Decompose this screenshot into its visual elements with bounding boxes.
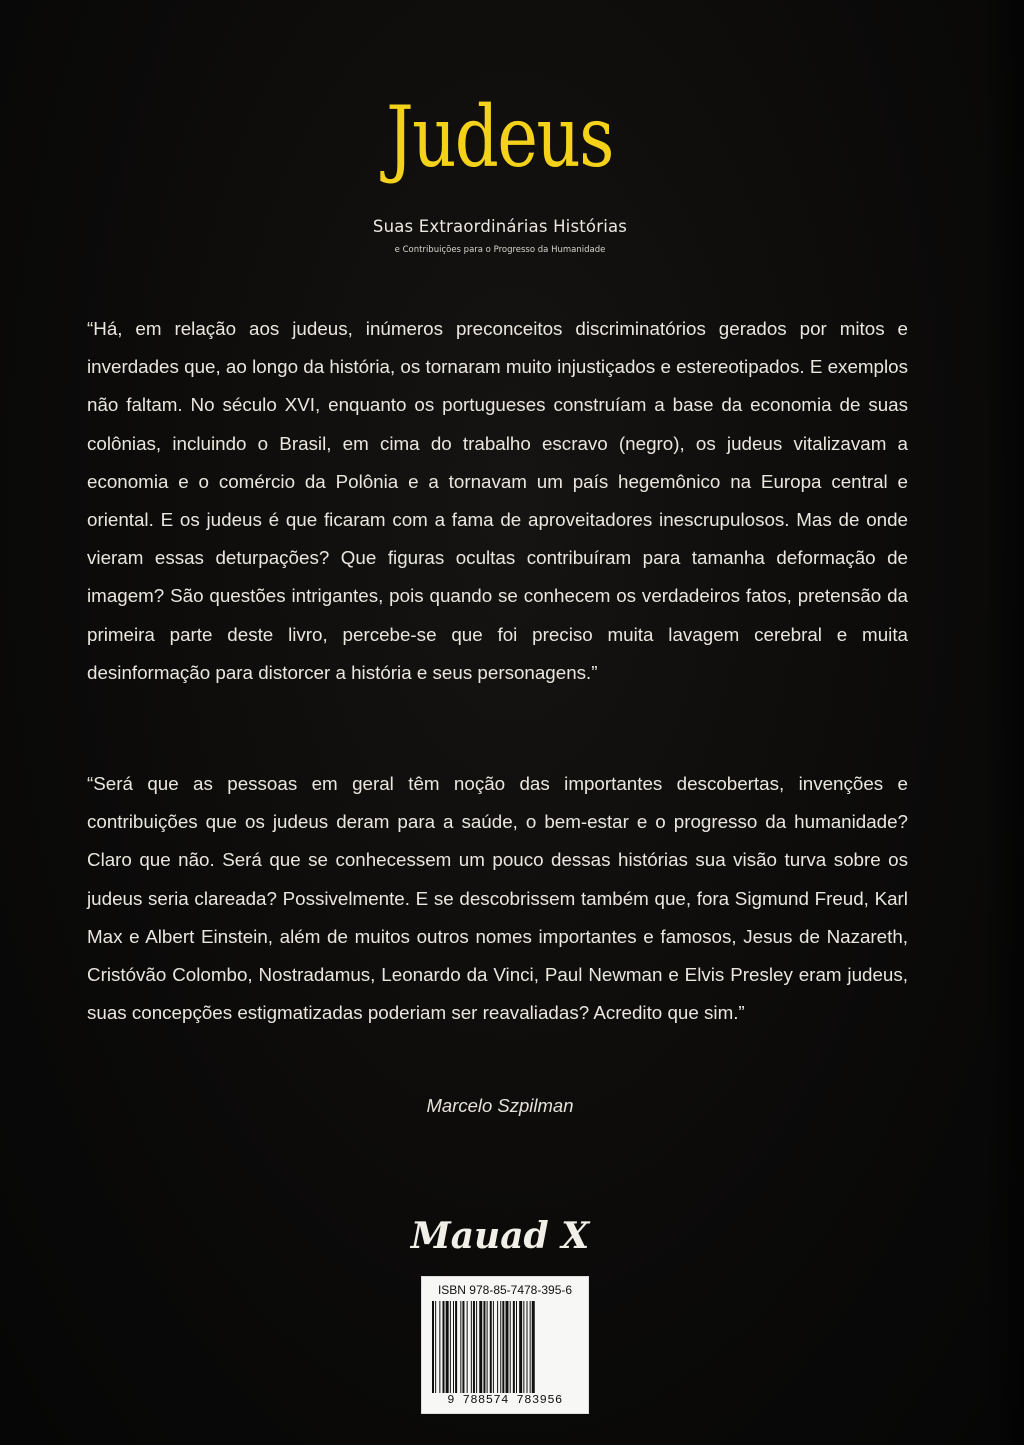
barcode-bars-icon (432, 1301, 578, 1393)
blurb-paragraph-1: “Há, em relação aos judeus, inúmeros preconceitos discriminatórios gerados por mitos e inverdades que, ao longo da história, os tornaram muito injustiçados e estereotipados. E exemplos não faltam. No século XVI, enquanto os portugueses construíam a base da economia de suas colônias, incluindo o Brasil, em cima do trabalho escravo (negro), os judeus vitalizavam a economia e o comércio da Polônia e a tornavam um país hegemônico na Europa central e oriental. E os judeus é que ficaram com a fama de aproveitadores inescrupulosos. Mas de onde vieram essas deturpações? Que figuras ocultas contribuíram para tamanha deformação de imagem? São questões intrigantes, pois quando se conhecem os verdadeiros fatos, pretensão da primeira parte deste livro, percebe-se que foi preciso muita lavagem cerebral e muita desinformação para distorcer a história e seus personagens.” (87, 318, 908, 683)
book-subtitle: Suas Extraordinárias Histórias (372, 217, 628, 236)
isbn-number: ISBN 978-85-7478-395-6 (437, 1283, 573, 1297)
author-name: Marcelo Szpilman (426, 1095, 574, 1116)
isbn-barcode (421, 1276, 589, 1414)
book-title: Judeus (386, 88, 613, 186)
book-subtitle-small: e Contribuições para o Progresso da Humanidade (394, 245, 606, 255)
edge-shadow (984, 0, 1024, 1445)
blurb-paragraph-2: “Será que as pessoas em geral têm noção das importantes descobertas, invenções e contribuições que os judeus deram para a saúde, o bem-estar e o progresso da humanidade? Claro que não. Será que se conhecessem um pouco dessas histórias sua visão turva sobre os judeus seria clareada? Possivelmente. E se descobrissem também que, fora Sigmund Freud, Karl Max e Albert Einstein, além de muitos outros nomes importantes e famosos, Jesus de Nazareth, Cristóvão Colombo, Nostradamus, Leonardo da Vinci, Paul Newman e Elvis Presley eram judeus, suas concepções estigmatizadas poderiam ser reavaliadas? Acredito que sim.” (87, 773, 908, 1024)
publisher-logo: Mauad X (410, 1215, 590, 1257)
barcode-digits: 9 788574 783956 (447, 1393, 563, 1407)
